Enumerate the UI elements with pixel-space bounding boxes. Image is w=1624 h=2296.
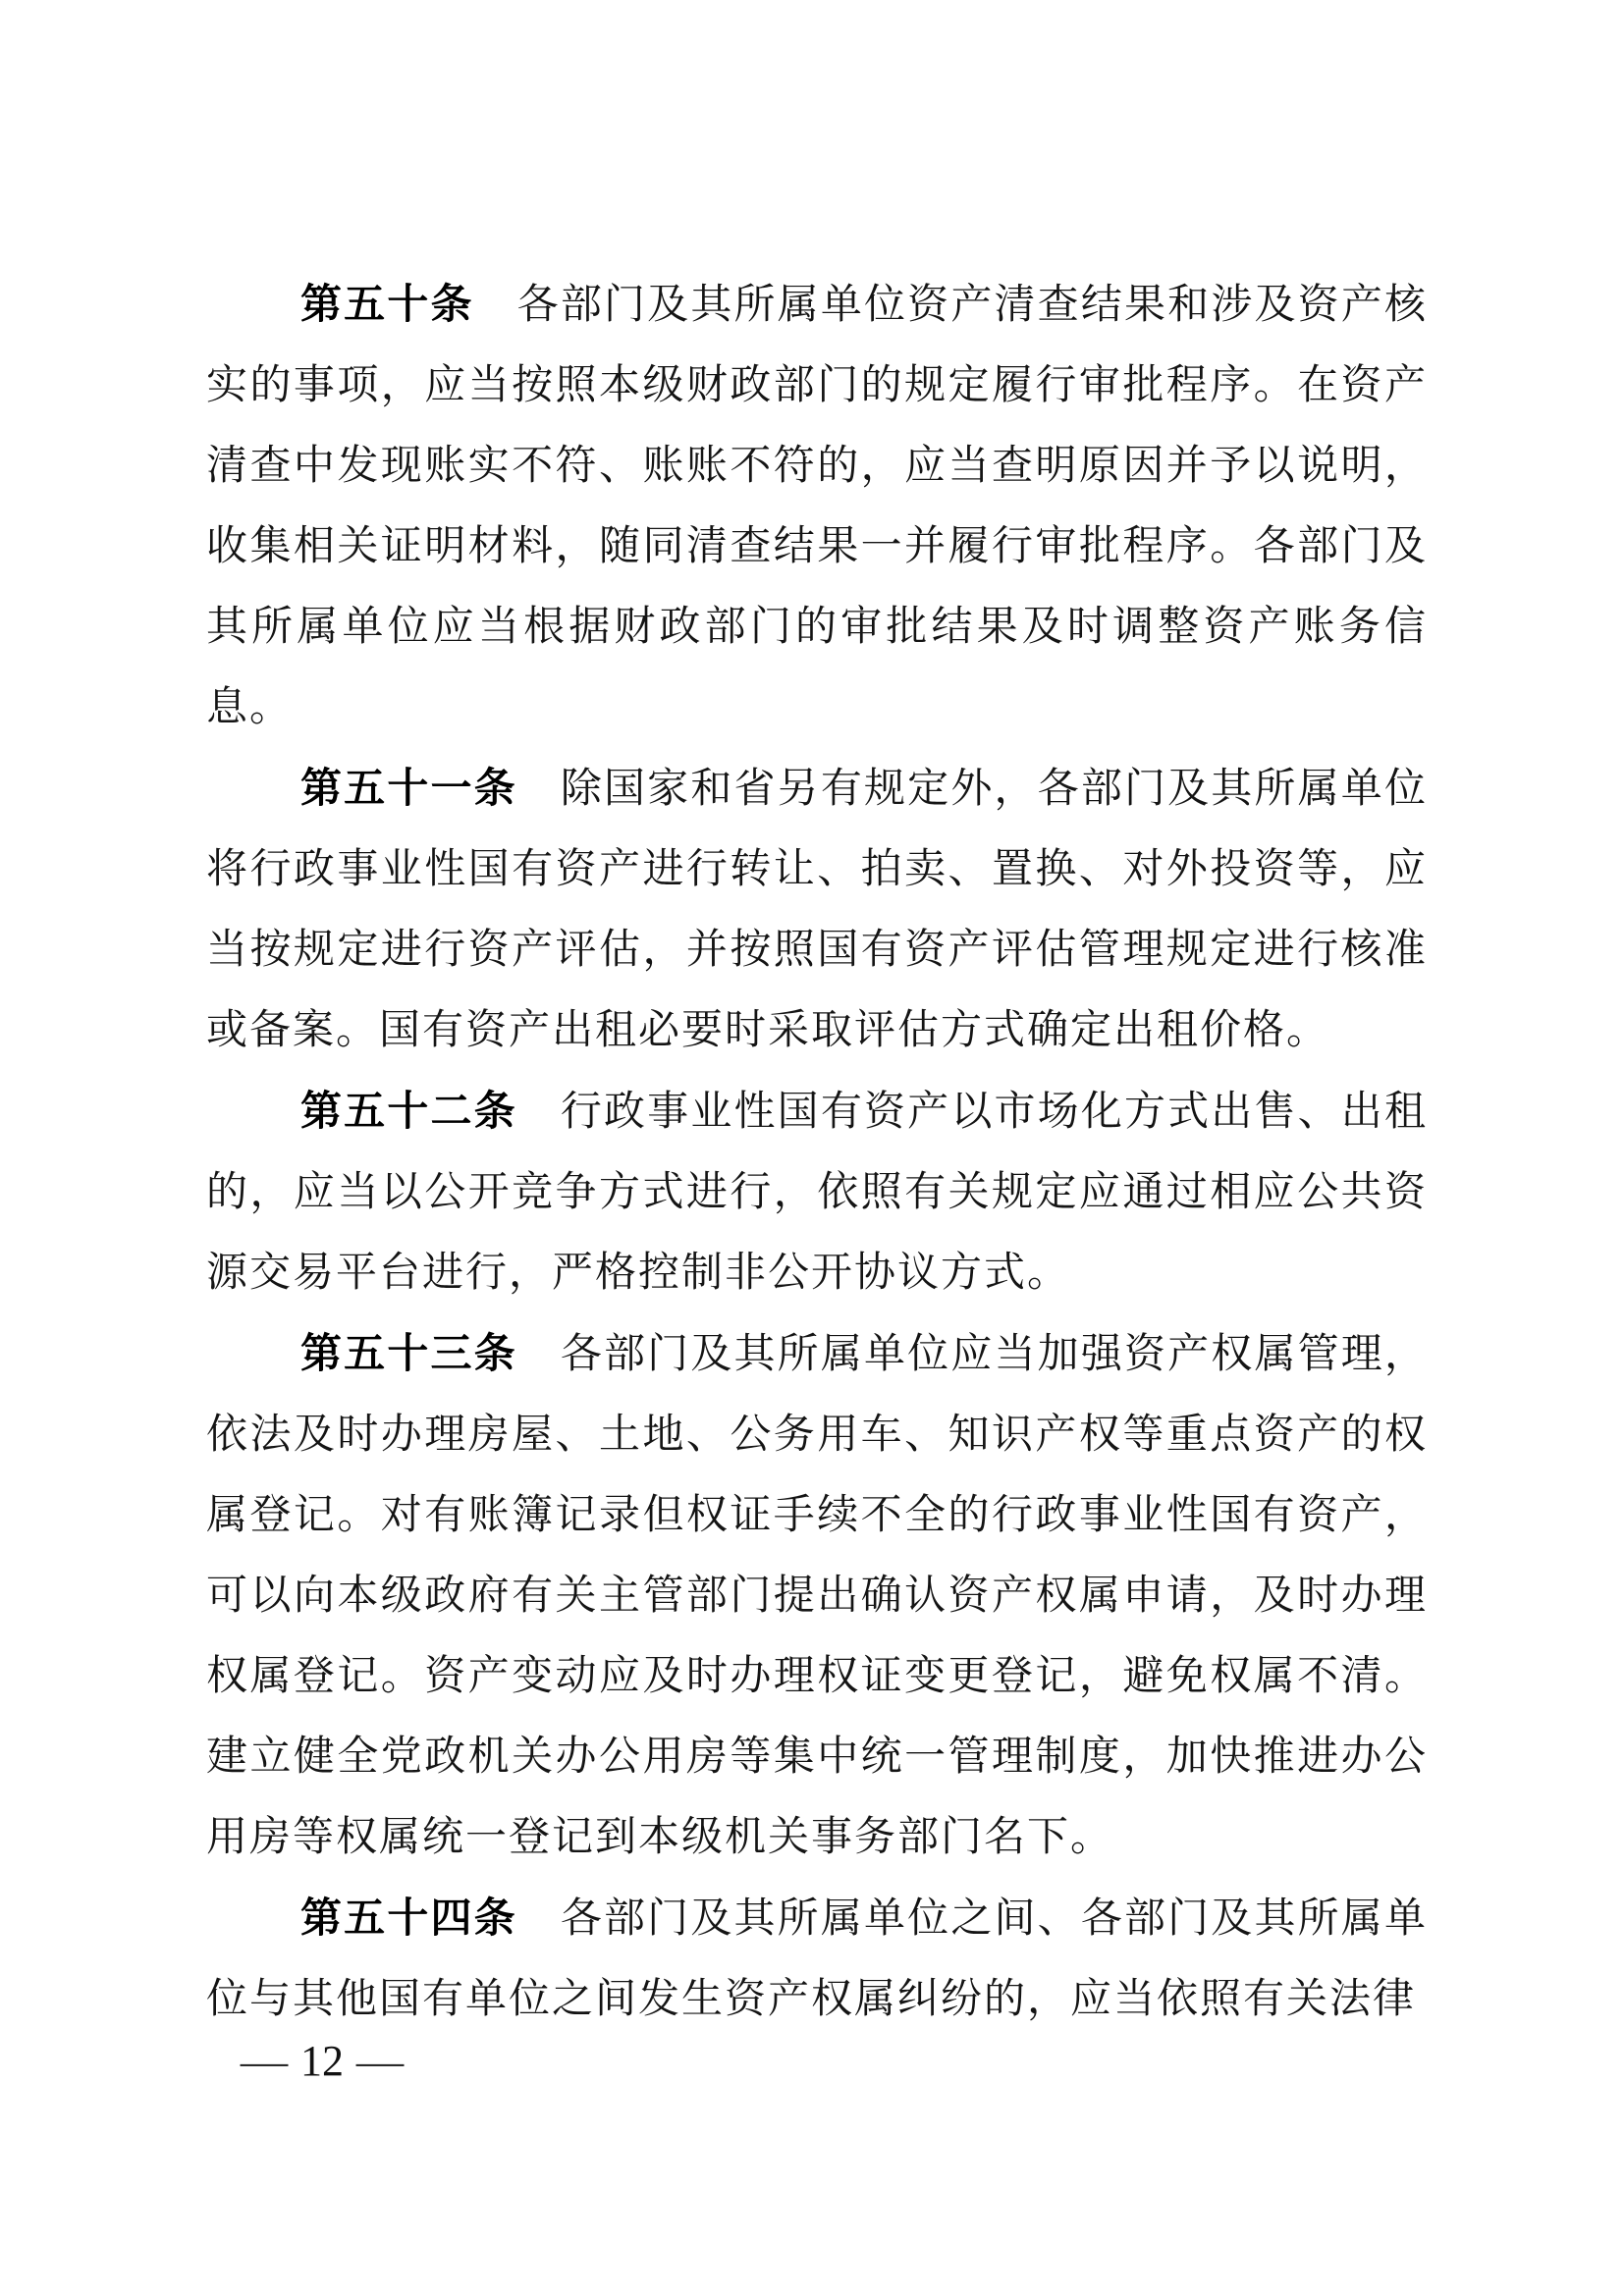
article-text: 行政事业性国有资产以市场化方式出售、出租的，应当以公开竞争方式进行，依照有关规定应通过相应公共资源交易平台进行，严格控制非公开协议方式。 [206,1090,1428,1296]
article-text: 各部门及其所属单位资产清查结果和涉及资产核实的事项，应当按照本级财政部门的规定履行审批程序。在资产清查中发现账实不符、账账不符的，应当查明原因并予以说明，收集相关证明材料，随同清查结果一并履行审批程序。各部门及其所属单位应当根据财政部门的审批结果及时调整资产账务信息。 [206,283,1428,730]
article-paragraph-50 [206,264,1428,748]
footer-dash-right: — [355,2040,405,2085]
article-text: 各部门及其所属单位应当加强资产权属管理，依法及时办理房屋、土地、公务用车、知识产权等重点资产的权属登记。对有账簿记录但权证手续不全的行政事业性国有资产，可以向本级政府有关主管部门提出确认资产权属申请，及时办理权属登记。资产变动应及时办理权证变更登记，避免权属不清。建立健全党政机关办公用房等集中统一管理制度，加快推进办公用房等权属统一登记到本级机关事务部门名下。 [206,1332,1428,1860]
article-number: 第五十条 [300,281,474,327]
page-number: 12 [300,2037,344,2085]
page-footer [240,2032,405,2091]
article-number: 第五十一条 [300,765,517,811]
article-number: 第五十四条 [300,1895,517,1941]
footer-dash-left: — [240,2040,289,2085]
article-number: 第五十三条 [300,1330,517,1376]
article-paragraph-52 [206,1071,1428,1313]
article-paragraph-54 [206,1878,1428,2040]
article-paragraph-53 [206,1313,1428,1878]
article-text: 除国家和省另有规定外，各部门及其所属单位将行政事业性国有资产进行转让、拍卖、置换、对外投资等，应当按规定进行资产评估，并按照国有资产评估管理规定进行核准或备案。国有资产出租必要时采取评估方式确定出租价格。 [206,767,1428,1053]
document-body [206,264,1428,2040]
article-number: 第五十二条 [300,1088,517,1134]
article-text: 各部门及其所属单位之间、各部门及其所属单位与其他国有单位之间发生资产权属纠纷的，应当依照有关法律 [206,1896,1428,2022]
article-paragraph-51 [206,748,1428,1071]
